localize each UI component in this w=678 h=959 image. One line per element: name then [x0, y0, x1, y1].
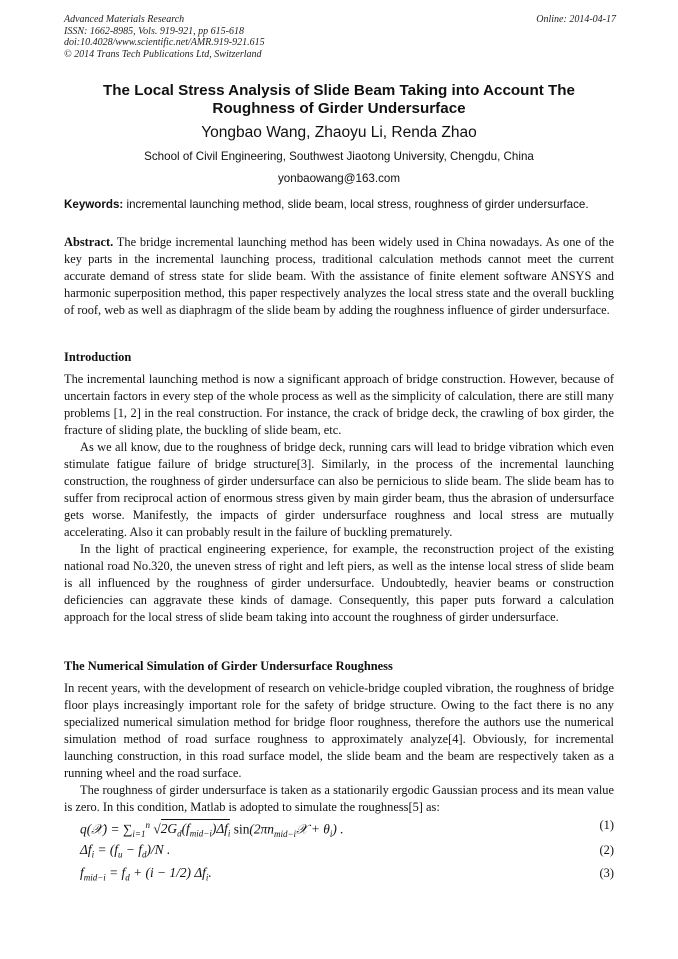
keywords	[64, 197, 614, 213]
equation-1-expression: q(𝒳) = $\sum_{i=1}^n$ $√2G_d(f_{mid-i})\Delta f_i$ $\sin(2\pi n_{mid-i}𝒳 + \theta_i)$ .	[80, 820, 344, 840]
authors: Yongbao Wang, Zhaoyu Li, Renda Zhao	[201, 124, 477, 141]
numerical-simulation-section	[64, 680, 614, 816]
intro-paragraph-2: As we all know, due to the roughness of bridge deck, running cars will lead to bridge vibration which even stimulate fatigue failure of bridge structure[3]. Similarly, in the process of the incremental launching construction, the roughness of girder undersurface can also be pernicious to slide beam. The slide beam has to suffer from reciprocal action of enormous stress given by main girder beam, thus the abrasion of undersurface gets worse. Manifestly, the impacts of girder undersurface roughness and local stress are mutually accelerating. Also it can probably result in the failure of buckling prematurely.	[64, 440, 614, 539]
equation-1-number: (1)	[599, 818, 614, 832]
introduction-section	[64, 371, 614, 626]
equation-3-number: (3)	[599, 866, 614, 880]
numsim-paragraph-2: The roughness of girder undersurface is taken as a stationarily ergodic Gaussian process and its mean value is zero. In this condition, Matlab is adopted to simulate the roughness[5] as:	[64, 783, 614, 814]
paper-title	[70, 82, 608, 118]
equation-2-number: (2)	[599, 843, 614, 857]
intro-paragraph-3: In the light of practical engineering experience, for example, the reconstruction project of the existing national road No.320, the uneven stress of right and left piers, as well as the intense local stress of slide beam is all influenced by the roughness of girder undersurface. Undoubtedly, heavier beams or construction deficiencies can aggravate these kinds of damage. Consequently, this paper puts forward a calculation approach for the local stress of slide beam taking into account the roughness of girder undersurface.	[64, 542, 614, 624]
online-date: Online: 2014-04-17	[536, 14, 616, 25]
journal-name: Advanced Materials Research	[64, 14, 185, 25]
equation-1	[80, 814, 614, 840]
numerical-simulation-heading: The Numerical Simulation of Girder Undersurface Roughness	[64, 659, 393, 673]
journal-header	[64, 14, 616, 60]
equation-2-expression: $\Delta f_i = (f_u - f_d)/N$ .	[80, 842, 171, 860]
author-email: yonbaowang@163.com	[278, 172, 400, 185]
abstract	[64, 234, 614, 319]
copyright-line: © 2014 Trans Tech Publications Ltd, Switzerland	[64, 48, 262, 60]
title-line-2: Roughness of Girder Undersurface	[212, 100, 466, 117]
doi-line: doi:10.4028/www.scientific.net/AMR.919-921.615	[64, 37, 265, 48]
equation-3-expression: $f_{mid-i} = f_d + (i - 1/2)$ $\Delta f_i$.	[80, 865, 212, 883]
equation-3	[80, 862, 614, 884]
abstract-text: The bridge incremental launching method has been widely used in China nowadays. As one of the key parts in the incremental launching process, traditional calculation methods cannot meet the current accurate demand of stress state for slide beam. With the assistance of finite element software ANSYS and harmonic superposition method, this paper respectively analyzes the local stress state and the overall buckling of roof, web as well as diaphragm of the slide beam by adding the roughness influence of girder undersurface.	[64, 235, 614, 317]
equation-2	[80, 839, 614, 861]
abstract-label: Abstract.	[64, 235, 114, 249]
numsim-paragraph-1: In recent years, with the development of research on vehicle-bridge coupled vibration, the roughness of bridge floor plays increasingly important role for the safety of bridge structure. Owing to the fact there is no any specialized numerical simulation method for bridge floor roughness, therefore the authors use the numerical simulation method of road surface roughness to approximately analyze[4]. Obviously, for incremental launching construction, in this road surface model, the slide beam and the beam are respectively taken as a running wheel and the road surface.	[64, 681, 614, 780]
keywords-label: Keywords:	[64, 198, 124, 211]
intro-paragraph-1: The incremental launching method is now a significant approach of bridge construction. However, because of uncertain factors in every step of the whole process as well as the simplicity of calculation, there are still many problems [1, 2] in the real construction. For instance, the crack of bridge deck, the crawling of box girder, the fracture of sliding plate, the buckling of slide beam, etc.	[64, 372, 614, 437]
title-line-1: The Local Stress Analysis of Slide Beam Taking into Account The	[102, 82, 576, 99]
issn-line: ISSN: 1662-8985, Vols. 919-921, pp 615-618	[64, 25, 244, 37]
keywords-text: incremental launching method, slide beam, local stress, roughness of girder undersurface.	[123, 198, 589, 211]
introduction-heading: Introduction	[64, 350, 132, 364]
affiliation: School of Civil Engineering, Southwest Jiaotong University, Chengdu, China	[144, 150, 534, 163]
